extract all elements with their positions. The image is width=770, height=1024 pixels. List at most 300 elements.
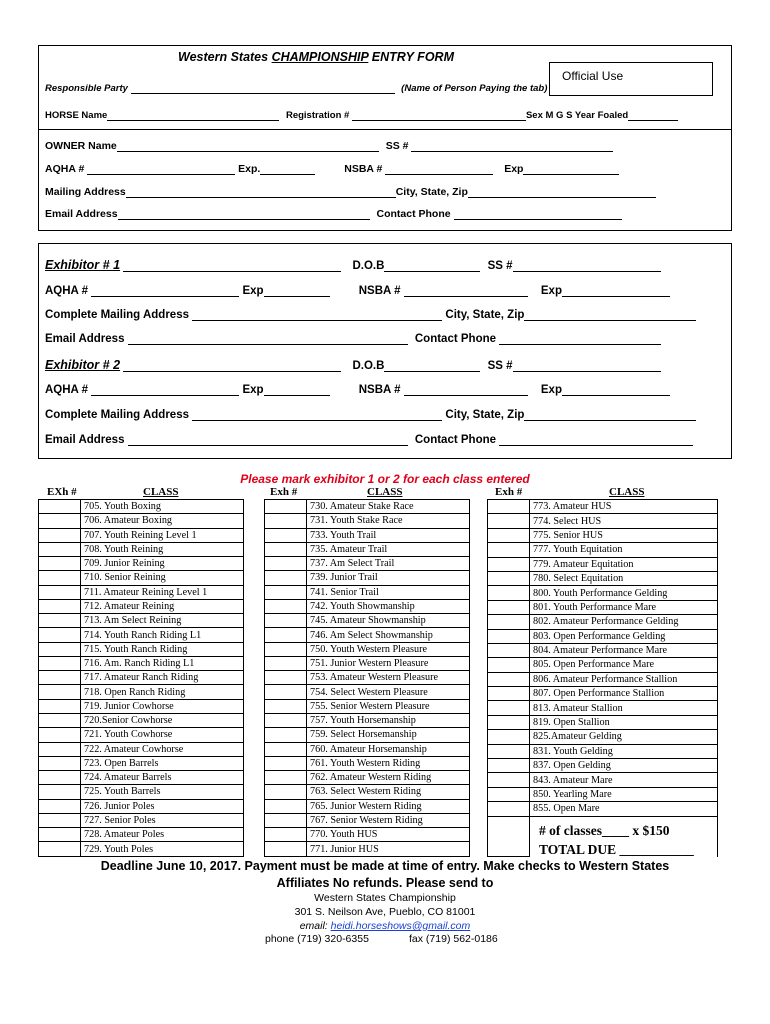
class-row <box>39 685 244 699</box>
exhibitor-number-cell[interactable] <box>39 756 81 770</box>
exhibitor-number-cell[interactable] <box>265 542 307 556</box>
owner-city-field[interactable] <box>468 186 656 198</box>
exhibitor-1-ss-field[interactable] <box>513 260 661 272</box>
class-row <box>488 687 718 701</box>
exhibitor-2-city-field[interactable] <box>524 409 696 421</box>
registration-label: Registration # <box>285 110 350 121</box>
class-row <box>488 672 718 686</box>
exhibitor-number-cell[interactable] <box>488 658 530 672</box>
exhibitor-2-exp-label: Exp <box>242 384 264 396</box>
owner-nsba-label: NSBA # <box>344 163 383 175</box>
class-row <box>39 842 244 857</box>
class-name-cell: 805. Open Performance Mare <box>530 658 718 672</box>
exhibitor-1-city-label: City, State, Zip <box>445 309 525 321</box>
exhibitor-number-cell[interactable] <box>39 813 81 827</box>
class-name-cell: 750. Youth Western Pleasure <box>307 642 470 656</box>
exhibitor-1-exp-label: Exp <box>242 285 264 297</box>
class-row <box>488 615 718 629</box>
class-row <box>488 571 718 585</box>
exhibitor-2-exp2-field[interactable] <box>562 384 670 396</box>
exhibitor-2-phone-field[interactable] <box>499 434 693 446</box>
class-name-cell: 763. Select Western Riding <box>307 785 470 799</box>
exhibitor-number-cell[interactable] <box>265 585 307 599</box>
class-row <box>265 557 470 571</box>
col2-exh-header: Exh # <box>270 486 298 498</box>
title-suffix: ENTRY FORM <box>368 50 454 64</box>
col3-exh-header: Exh # <box>495 486 523 498</box>
class-row <box>265 742 470 756</box>
class-name-cell: 733. Youth Trail <box>307 528 470 542</box>
class-row <box>265 500 470 514</box>
owner-row <box>45 140 613 152</box>
class-name-cell: 717. Amateur Ranch Riding <box>81 671 244 685</box>
exhibitor-number-cell[interactable] <box>488 672 530 686</box>
exhibitor-number-cell[interactable] <box>39 614 81 628</box>
class-name-cell: 726. Junior Poles <box>81 799 244 813</box>
exhibitor-2-ss-field[interactable] <box>513 360 661 372</box>
exhibitor-2-label: Exhibitor # 2 <box>45 358 121 372</box>
col3-class-header: CLASS <box>609 486 645 498</box>
exhibitor-number-cell[interactable] <box>488 543 530 557</box>
exhibitor-number-cell[interactable] <box>488 730 530 744</box>
class-name-cell: 713. Am Select Reining <box>81 614 244 628</box>
exhibitor-number-cell[interactable] <box>39 599 81 613</box>
class-name-cell: 721. Youth Cowhorse <box>81 728 244 742</box>
class-name-cell: 803. Open Performance Gelding <box>530 629 718 643</box>
class-name-cell: 712. Amateur Reining <box>81 599 244 613</box>
responsible-party-label: Responsible Party <box>45 83 128 94</box>
class-row <box>265 728 470 742</box>
class-row <box>265 671 470 685</box>
exhibitor-2-exp-field[interactable] <box>264 384 330 396</box>
class-row <box>488 701 718 715</box>
class-name-cell: 771. Junior HUS <box>307 842 470 857</box>
org-fax: fax (719) 562-0186 <box>409 933 498 945</box>
org-name: Western States Championship <box>314 892 456 904</box>
class-row <box>265 785 470 799</box>
exhibitor-number-cell[interactable] <box>488 787 530 801</box>
class-name-cell: 850. Yearling Mare <box>530 787 718 801</box>
class-row <box>39 671 244 685</box>
exhibitor-number-cell[interactable] <box>265 828 307 842</box>
class-row <box>39 785 244 799</box>
class-name-cell: 708. Youth Reining <box>81 542 244 556</box>
year-foaled-field[interactable] <box>628 109 678 121</box>
exhibitor-1-dob-label: D.O.B <box>352 260 385 272</box>
org-phone: phone (719) 320-6355 <box>265 933 369 945</box>
exhibitor-number-cell[interactable] <box>39 585 81 599</box>
class-name-cell: 831. Youth Gelding <box>530 744 718 758</box>
exhibitor-number-cell[interactable] <box>265 628 307 642</box>
exhibitor-number-cell[interactable] <box>265 771 307 785</box>
exhibitor-number-cell[interactable] <box>488 500 530 514</box>
exhibitor-number-cell[interactable] <box>265 614 307 628</box>
exhibitor-1-nsba-label: NSBA # <box>358 285 401 297</box>
owner-exp-label: Exp <box>238 163 258 175</box>
exhibitor-2-email-field[interactable] <box>128 434 408 446</box>
exhibitor-number-cell[interactable] <box>488 759 530 773</box>
exhibitor-number-cell[interactable] <box>39 842 81 857</box>
exhibitor-number-cell[interactable] <box>39 557 81 571</box>
class-name-cell: 807. Open Performance Stallion <box>530 687 718 701</box>
class-row <box>488 643 718 657</box>
class-row <box>488 557 718 571</box>
class-name-cell: 825.Amateur Gelding <box>530 730 718 744</box>
exhibitor-2-aqha-row <box>45 384 670 396</box>
class-name-cell: 711. Amateur Reining Level 1 <box>81 585 244 599</box>
exhibitor-1-phone-field[interactable] <box>499 333 661 345</box>
exhibitor-1-exp2-field[interactable] <box>562 285 670 297</box>
exhibitor-number-cell[interactable] <box>39 728 81 742</box>
class-row <box>488 514 718 528</box>
exhibitor-number-cell[interactable] <box>39 628 81 642</box>
exhibitor-1-dob-field[interactable] <box>384 260 480 272</box>
exhibitor-number-cell[interactable] <box>265 500 307 514</box>
exhibitor-number-cell[interactable] <box>488 802 530 816</box>
class-instruction: Please mark exhibitor 1 or 2 for each class entered <box>240 472 530 486</box>
class-row <box>265 599 470 613</box>
class-name-cell: 737. Am Select Trail <box>307 557 470 571</box>
form-title <box>178 50 454 64</box>
class-row <box>488 543 718 557</box>
class-row <box>39 813 244 827</box>
exhibitor-number-cell[interactable] <box>265 699 307 713</box>
exhibitor-1-ss-label: SS # <box>487 260 513 272</box>
exhibitor-number-cell[interactable] <box>265 642 307 656</box>
exhibitor-1-mailing-label: Complete Mailing Address <box>45 309 189 321</box>
owner-nsba-field[interactable] <box>385 163 493 175</box>
class-row <box>488 802 718 816</box>
class-row <box>39 614 244 628</box>
class-table-3 <box>487 499 718 857</box>
exhibitor-number-cell[interactable] <box>265 813 307 827</box>
exhibitor-number-cell[interactable] <box>265 742 307 756</box>
horse-row <box>45 109 678 121</box>
exhibitor-number-cell[interactable] <box>265 713 307 727</box>
exhibitor-number-cell[interactable] <box>265 799 307 813</box>
exhibitor-1-email-field[interactable] <box>128 333 408 345</box>
class-name-cell: 718. Open Ranch Riding <box>81 685 244 699</box>
class-name-cell: 705. Youth Boxing <box>81 500 244 514</box>
exhibitor-number-cell[interactable] <box>265 728 307 742</box>
col2-class-header: CLASS <box>367 486 403 498</box>
owner-ss-field[interactable] <box>411 140 613 152</box>
class-name-cell: 773. Amateur HUS <box>530 500 718 514</box>
owner-email-field[interactable] <box>118 208 370 220</box>
class-row <box>265 585 470 599</box>
class-row <box>39 571 244 585</box>
exhibitor-number-cell[interactable] <box>265 656 307 670</box>
class-row <box>39 585 244 599</box>
class-name-cell: 774. Select HUS <box>530 514 718 528</box>
owner-aqha-row: AQHA # Exp. NSBA # Exp <box>45 163 619 175</box>
class-name-cell: 777. Youth Equitation <box>530 543 718 557</box>
exhibitor-number-cell[interactable] <box>39 742 81 756</box>
class-name-cell: 843. Amateur Mare <box>530 773 718 787</box>
exhibitor-number-cell[interactable] <box>488 701 530 715</box>
exhibitor-number-cell[interactable] <box>488 744 530 758</box>
exhibitor-1-label: Exhibitor # 1 <box>45 258 121 272</box>
owner-mailing-row <box>45 186 656 198</box>
exhibitor-2-phone-label: Contact Phone <box>414 434 497 446</box>
owner-email-label: Email Address <box>45 208 118 220</box>
exhibitor-number-cell[interactable] <box>265 557 307 571</box>
exhibitor-number-cell[interactable] <box>39 799 81 813</box>
exhibitor-number-cell[interactable] <box>39 771 81 785</box>
exhibitor-1-mailing-field[interactable] <box>192 309 442 321</box>
exhibitor-number-cell[interactable] <box>39 656 81 670</box>
class-row <box>488 773 718 787</box>
class-name-cell: 800. Youth Performance Gelding <box>530 586 718 600</box>
exhibitor-2-ss-label: SS # <box>487 360 513 372</box>
class-name-cell: 760. Amateur Horsemanship <box>307 742 470 756</box>
exhibitor-number-cell[interactable] <box>39 785 81 799</box>
email-link[interactable]: heidi.horseshows@gmail.com <box>330 920 471 932</box>
exhibitor-1-aqha-row <box>45 285 670 297</box>
exhibitor-number-cell[interactable] <box>39 713 81 727</box>
exhibitor-number-cell[interactable] <box>39 699 81 713</box>
class-table-2 <box>264 499 470 857</box>
exhibitor-2-email-label: Email Address <box>45 434 125 446</box>
owner-exp2-field[interactable] <box>523 163 619 175</box>
class-row <box>265 614 470 628</box>
class-row <box>488 759 718 773</box>
class-name-cell: 837. Open Gelding <box>530 759 718 773</box>
class-name-cell: 714. Youth Ranch Riding L1 <box>81 628 244 642</box>
exhibitor-number-cell[interactable] <box>488 643 530 657</box>
registration-field[interactable] <box>352 109 526 121</box>
exhibitor-number-cell[interactable] <box>488 687 530 701</box>
class-row <box>265 656 470 670</box>
class-row <box>488 600 718 614</box>
exhibitor-1-name-field[interactable] <box>123 260 341 272</box>
exhibitor-number-cell[interactable] <box>488 629 530 643</box>
class-name-cell: 770. Youth HUS <box>307 828 470 842</box>
exhibitor-number-cell[interactable] <box>488 586 530 600</box>
exhibitor-number-cell[interactable] <box>39 542 81 556</box>
class-row <box>39 642 244 656</box>
owner-aqha-field[interactable] <box>87 163 235 175</box>
responsible-party-row[interactable] <box>45 82 547 94</box>
class-row <box>39 542 244 556</box>
exhibitor-number-cell[interactable] <box>39 514 81 528</box>
class-name-cell: 709. Junior Reining <box>81 557 244 571</box>
exhibitor-number-cell[interactable] <box>265 514 307 528</box>
exhibitor-number-cell[interactable] <box>265 599 307 613</box>
class-name-cell: 806. Amateur Performance Stallion <box>530 672 718 686</box>
exhibitor-section <box>38 243 732 459</box>
class-row <box>488 744 718 758</box>
class-row <box>265 542 470 556</box>
class-name-cell: 742. Youth Showmanship <box>307 599 470 613</box>
class-row <box>265 771 470 785</box>
exhibitor-number-cell[interactable] <box>265 785 307 799</box>
email-label: email: <box>299 920 331 932</box>
class-row <box>39 771 244 785</box>
exhibitor-1-row <box>45 258 661 272</box>
class-row <box>488 528 718 542</box>
exhibitor-number-cell[interactable] <box>39 500 81 514</box>
class-name-cell: 765. Junior Western Riding <box>307 799 470 813</box>
class-name-cell: 751. Junior Western Pleasure <box>307 656 470 670</box>
class-name-cell: 728. Amateur Poles <box>81 828 244 842</box>
owner-phone-field[interactable] <box>454 208 622 220</box>
class-name-cell: 707. Youth Reining Level 1 <box>81 528 244 542</box>
class-row <box>265 813 470 827</box>
divider-line <box>38 129 731 130</box>
exhibitor-number-cell[interactable] <box>488 773 530 787</box>
col1-exh-header: EXh # <box>47 486 77 498</box>
class-name-cell: 753. Amateur Western Pleasure <box>307 671 470 685</box>
owner-mailing-field[interactable] <box>126 186 396 198</box>
exhibitor-2-mailing-row <box>45 409 696 421</box>
exhibitor-number-cell[interactable] <box>265 671 307 685</box>
exhibitor-number-cell[interactable] <box>39 571 81 585</box>
class-name-cell: 710. Senior Reining <box>81 571 244 585</box>
class-name-cell: 719. Junior Cowhorse <box>81 699 244 713</box>
horse-name-label: HORSE Name <box>45 110 108 121</box>
exhibitor-number-cell[interactable] <box>39 671 81 685</box>
exhibitor-number-cell[interactable] <box>488 528 530 542</box>
exhibitor-1-nsba-field[interactable] <box>404 285 528 297</box>
class-name-cell: 722. Amateur Cowhorse <box>81 742 244 756</box>
class-row <box>265 642 470 656</box>
owner-phone-label: Contact Phone <box>376 208 451 220</box>
class-name-cell: 741. Senior Trail <box>307 585 470 599</box>
class-row <box>265 828 470 842</box>
official-use-label: Official Use <box>562 69 624 83</box>
class-name-cell: 779. Amateur Equitation <box>530 557 718 571</box>
official-use-box <box>549 62 713 96</box>
exhibitor-2-city-label: City, State, Zip <box>445 409 525 421</box>
class-name-cell: 715. Youth Ranch Riding <box>81 642 244 656</box>
owner-name-field[interactable] <box>117 140 379 152</box>
exhibitor-number-cell[interactable] <box>39 685 81 699</box>
exhibitor-number-cell[interactable] <box>488 557 530 571</box>
class-row <box>265 685 470 699</box>
exhibitor-1-exp-field[interactable] <box>264 285 330 297</box>
class-row <box>265 571 470 585</box>
exhibitor-1-aqha-field[interactable] <box>91 285 239 297</box>
exhibitor-number-cell[interactable] <box>488 615 530 629</box>
class-name-cell: 757. Youth Horsemanship <box>307 713 470 727</box>
class-name-cell: 716. Am. Ranch Riding L1 <box>81 656 244 670</box>
exhibitor-number-cell[interactable] <box>488 514 530 528</box>
exhibitor-2-nsba-label: NSBA # <box>358 384 401 396</box>
class-row <box>39 756 244 770</box>
class-name-cell: 802. Amateur Performance Gelding <box>530 615 718 629</box>
exhibitor-number-cell[interactable] <box>488 715 530 729</box>
org-email-line <box>0 920 770 932</box>
exhibitor-2-mailing-label: Complete Mailing Address <box>45 409 189 421</box>
class-row <box>488 658 718 672</box>
class-name-cell: 745. Amateur Showmanship <box>307 614 470 628</box>
class-row <box>39 713 244 727</box>
exhibitor-1-exp2-label: Exp <box>540 285 562 297</box>
exhibitor-2-aqha-field[interactable] <box>91 384 239 396</box>
class-row <box>265 799 470 813</box>
exhibitor-2-nsba-field[interactable] <box>404 384 528 396</box>
class-row <box>488 787 718 801</box>
class-row <box>39 742 244 756</box>
class-row <box>488 730 718 744</box>
class-row <box>265 756 470 770</box>
total-due-label: TOTAL DUE ___________ <box>539 842 694 857</box>
exhibitor-2-dob-field[interactable] <box>384 360 480 372</box>
sex-year-label: Sex M G S Year Foaled <box>525 110 629 121</box>
responsible-party-field[interactable] <box>131 82 395 94</box>
class-name-cell: 706. Amateur Boxing <box>81 514 244 528</box>
class-name-cell: 755. Senior Western Pleasure <box>307 699 470 713</box>
class-name-cell: 729. Youth Poles <box>81 842 244 857</box>
class-name-cell: 723. Open Barrels <box>81 756 244 770</box>
class-row <box>39 799 244 813</box>
class-name-cell: 720.Senior Cowhorse <box>81 713 244 727</box>
exhibitor-1-email-label: Email Address <box>45 333 125 345</box>
title-underlined: CHAMPIONSHIP <box>271 50 369 64</box>
class-row <box>265 842 470 857</box>
class-name-cell: 767. Senior Western Riding <box>307 813 470 827</box>
exhibitor-2-row <box>45 358 661 372</box>
class-name-cell: 746. Am Select Showmanship <box>307 628 470 642</box>
owner-ss-label: SS # <box>385 140 409 152</box>
exhibitor-number-cell[interactable] <box>488 600 530 614</box>
exhibitor-1-email-row <box>45 333 661 345</box>
exhibitor-2-name-field[interactable] <box>123 360 341 372</box>
class-row <box>39 599 244 613</box>
exhibitor-number-cell[interactable] <box>488 816 530 856</box>
class-row <box>39 628 244 642</box>
exhibitor-2-exp2-label: Exp <box>540 384 562 396</box>
exhibitor-number-cell[interactable] <box>265 571 307 585</box>
class-row <box>488 500 718 514</box>
deadline-line-2: Affiliates No refunds. Please send to <box>276 876 494 890</box>
owner-exp-field[interactable] <box>260 163 315 175</box>
class-row <box>265 528 470 542</box>
class-name-cell: 762. Amateur Western Riding <box>307 771 470 785</box>
owner-exp2-label: Exp <box>504 163 524 175</box>
owner-city-label: City, State, Zip <box>395 186 468 198</box>
class-row <box>265 514 470 528</box>
exhibitor-1-aqha-label: AQHA # <box>45 285 89 297</box>
class-name-cell: 801. Youth Performance Mare <box>530 600 718 614</box>
responsible-party-note: (Name of Person Paying the tab) <box>401 83 548 94</box>
exhibitor-number-cell[interactable] <box>265 756 307 770</box>
exhibitor-2-mailing-field[interactable] <box>192 409 442 421</box>
owner-mailing-label: Mailing Address <box>45 186 126 198</box>
exhibitor-number-cell[interactable] <box>265 685 307 699</box>
exhibitor-number-cell[interactable] <box>265 842 307 857</box>
exhibitor-1-mailing-row <box>45 309 696 321</box>
exhibitor-2-aqha-label: AQHA # <box>45 384 89 396</box>
exhibitor-number-cell[interactable] <box>39 528 81 542</box>
exhibitor-number-cell[interactable] <box>39 828 81 842</box>
exhibitor-number-cell[interactable] <box>39 642 81 656</box>
exhibitor-2-email-row <box>45 434 693 446</box>
class-row <box>39 500 244 514</box>
exhibitor-number-cell[interactable] <box>488 571 530 585</box>
title-prefix: Western States <box>178 50 272 64</box>
exhibitor-number-cell[interactable] <box>265 528 307 542</box>
exhibitor-1-city-field[interactable] <box>524 309 696 321</box>
horse-name-field[interactable] <box>107 109 279 121</box>
class-name-cell: 780. Select Equitation <box>530 571 718 585</box>
class-name-cell: 819. Open Stallion <box>530 715 718 729</box>
class-name-cell: 730. Amateur Stake Race <box>307 500 470 514</box>
class-row <box>265 628 470 642</box>
class-name-cell: 725. Youth Barrels <box>81 785 244 799</box>
class-row <box>39 828 244 842</box>
